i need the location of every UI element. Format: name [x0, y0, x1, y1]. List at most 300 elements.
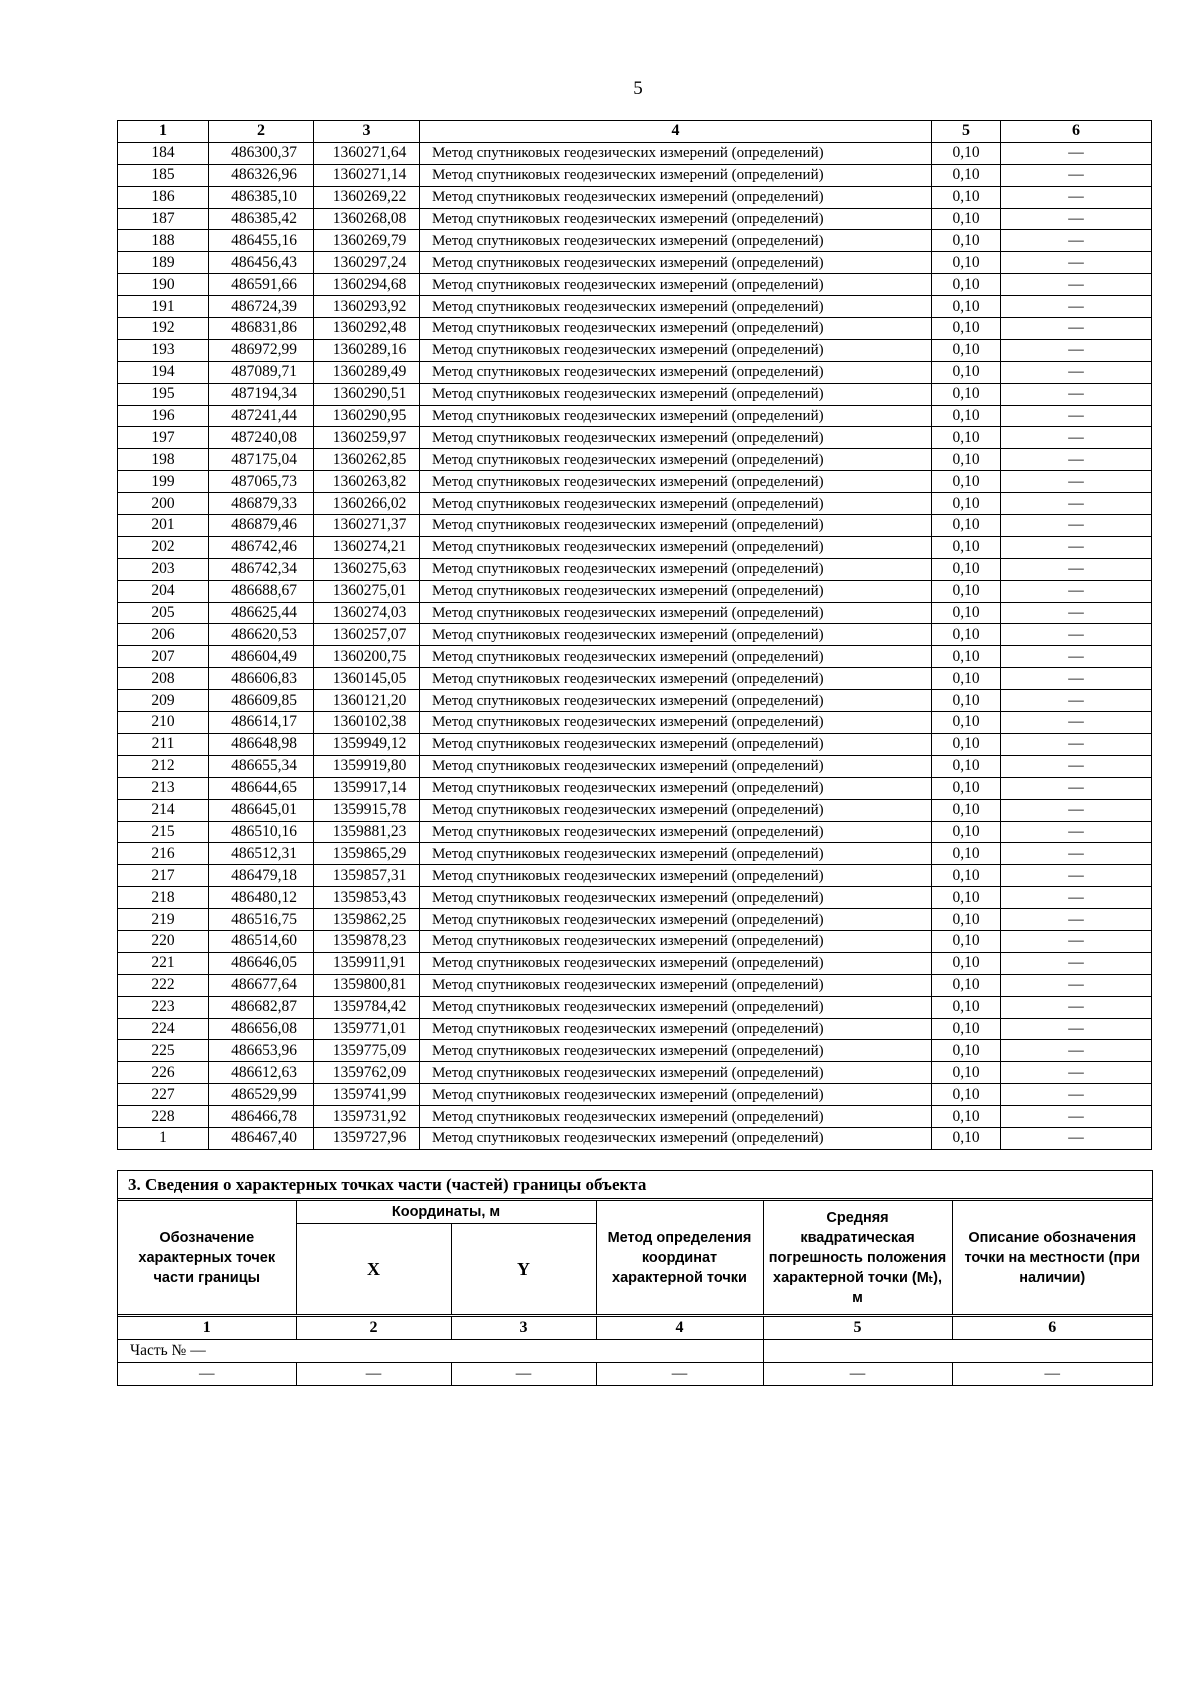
- coord-x-cell: 486591,66: [209, 274, 314, 296]
- accuracy-cell: 0,10: [932, 274, 1001, 296]
- coord-x-cell: 486467,40: [209, 1127, 314, 1149]
- point-number-cell: 208: [118, 668, 209, 690]
- description-cell: —: [1001, 1127, 1152, 1149]
- method-cell: Метод спутниковых геодезических измерений (определений): [420, 405, 932, 427]
- table-row: [118, 427, 1152, 449]
- method-cell: Метод спутниковых геодезических измерений (определений): [420, 1084, 932, 1106]
- table-row: [118, 580, 1152, 602]
- table-row: [118, 339, 1152, 361]
- accuracy-cell: 0,10: [932, 142, 1001, 164]
- method-cell: Метод спутниковых геодезических измерений (определений): [420, 493, 932, 515]
- description-cell: —: [1001, 909, 1152, 931]
- accuracy-cell: 0,10: [932, 493, 1001, 515]
- point-number-cell: 209: [118, 690, 209, 712]
- coord-y-cell: 1359915,78: [314, 799, 420, 821]
- table-row: [118, 142, 1152, 164]
- method-cell: Метод спутниковых геодезических измерений (определений): [420, 318, 932, 340]
- description-cell: —: [1001, 996, 1152, 1018]
- accuracy-cell: 0,10: [932, 427, 1001, 449]
- method-cell: Метод спутниковых геодезических измерений (определений): [420, 799, 932, 821]
- method-cell: Метод спутниковых геодезических измерений (определений): [420, 755, 932, 777]
- coord-y-cell: 1360271,37: [314, 515, 420, 537]
- accuracy-cell: 0,10: [932, 624, 1001, 646]
- coord-y-cell: 1359741,99: [314, 1084, 420, 1106]
- table-row: [118, 1040, 1152, 1062]
- method-cell: Метод спутниковых геодезических измерений (определений): [420, 252, 932, 274]
- point-number-cell: 206: [118, 624, 209, 646]
- accuracy-cell: 0,10: [932, 208, 1001, 230]
- method-cell: Метод спутниковых геодезических измерений (определений): [420, 536, 932, 558]
- accuracy-cell: 0,10: [932, 361, 1001, 383]
- point-number-cell: 217: [118, 865, 209, 887]
- description-cell: —: [1001, 755, 1152, 777]
- coord-x-cell: 486326,96: [209, 164, 314, 186]
- description-cell: —: [1001, 1106, 1152, 1128]
- table-row: [118, 624, 1152, 646]
- table-row: [118, 799, 1152, 821]
- point-number-cell: 184: [118, 142, 209, 164]
- coord-x-cell: 486479,18: [209, 865, 314, 887]
- description-cell: —: [1001, 843, 1152, 865]
- point-number-cell: 188: [118, 230, 209, 252]
- coord-x-cell: 486645,01: [209, 799, 314, 821]
- number-cell: 5: [763, 1316, 952, 1340]
- description-cell: —: [1001, 427, 1152, 449]
- accuracy-cell: 0,10: [932, 909, 1001, 931]
- point-number-cell: 204: [118, 580, 209, 602]
- coord-y-cell: 1360271,14: [314, 164, 420, 186]
- description-cell: —: [1001, 733, 1152, 755]
- coord-x-cell: 486614,17: [209, 712, 314, 734]
- parts-header-row: [118, 1201, 1152, 1224]
- coord-x-cell: 486879,33: [209, 493, 314, 515]
- coord-y-cell: 1360274,03: [314, 602, 420, 624]
- coord-y-cell: 1360268,08: [314, 208, 420, 230]
- coord-x-cell: 486655,34: [209, 755, 314, 777]
- table-row: [118, 755, 1152, 777]
- table-row: [118, 1018, 1152, 1040]
- table-row: [118, 668, 1152, 690]
- point-number-cell: 222: [118, 974, 209, 996]
- coord-x-cell: 486648,98: [209, 733, 314, 755]
- method-cell: Метод спутниковых геодезических измерений (определений): [420, 909, 932, 931]
- header-cell: 6: [1001, 121, 1152, 143]
- coord-y-cell: 1360271,64: [314, 142, 420, 164]
- accuracy-cell: 0,10: [932, 296, 1001, 318]
- description-cell: —: [1001, 974, 1152, 996]
- part-label-empty: [763, 1340, 1152, 1363]
- accuracy-cell: 0,10: [932, 580, 1001, 602]
- description-cell: —: [1001, 580, 1152, 602]
- method-cell: Метод спутниковых геодезических измерений (определений): [420, 602, 932, 624]
- point-number-cell: 1: [118, 1127, 209, 1149]
- description-cell: —: [1001, 712, 1152, 734]
- coord-y-cell: 1360275,01: [314, 580, 420, 602]
- table-row: [118, 1127, 1152, 1149]
- method-cell: Метод спутниковых геодезических измерений (определений): [420, 930, 932, 952]
- accuracy-cell: 0,10: [932, 799, 1001, 821]
- method-cell: Метод спутниковых геодезических измерений (определений): [420, 383, 932, 405]
- coord-x-cell: 486879,46: [209, 515, 314, 537]
- header-accuracy: Средняя квадратическая погрешность положения характерной точки (Mₜ), м: [763, 1201, 952, 1316]
- coord-x-cell: 486466,78: [209, 1106, 314, 1128]
- description-cell: —: [1001, 624, 1152, 646]
- method-cell: Метод спутниковых геодезических измерений (определений): [420, 164, 932, 186]
- method-cell: Метод спутниковых геодезических измерений (определений): [420, 777, 932, 799]
- coord-x-cell: 486831,86: [209, 318, 314, 340]
- point-number-cell: 186: [118, 186, 209, 208]
- coord-y-cell: 1359911,91: [314, 952, 420, 974]
- coord-y-cell: 1360200,75: [314, 646, 420, 668]
- coord-x-cell: 487065,73: [209, 471, 314, 493]
- method-cell: Метод спутниковых геодезических измерений (определений): [420, 1062, 932, 1084]
- coord-y-cell: 1359853,43: [314, 887, 420, 909]
- point-number-cell: 214: [118, 799, 209, 821]
- coord-y-cell: 1359878,23: [314, 930, 420, 952]
- point-number-cell: 224: [118, 1018, 209, 1040]
- coord-x-cell: 486742,34: [209, 558, 314, 580]
- table-row: [118, 996, 1152, 1018]
- coord-x-cell: 486646,05: [209, 952, 314, 974]
- description-cell: —: [1001, 318, 1152, 340]
- table-row: [118, 186, 1152, 208]
- table-row: [118, 405, 1152, 427]
- coord-y-cell: 1359727,96: [314, 1127, 420, 1149]
- coord-x-cell: 486653,96: [209, 1040, 314, 1062]
- accuracy-cell: 0,10: [932, 930, 1001, 952]
- method-cell: Метод спутниковых геодезических измерений (определений): [420, 142, 932, 164]
- accuracy-cell: 0,10: [932, 1062, 1001, 1084]
- point-number-cell: 205: [118, 602, 209, 624]
- accuracy-cell: 0,10: [932, 252, 1001, 274]
- dash-cell: —: [596, 1363, 763, 1386]
- accuracy-cell: 0,10: [932, 318, 1001, 340]
- accuracy-cell: 0,10: [932, 164, 1001, 186]
- point-number-cell: 185: [118, 164, 209, 186]
- accuracy-cell: 0,10: [932, 1127, 1001, 1149]
- header-cell: 1: [118, 121, 209, 143]
- coord-y-cell: 1360259,97: [314, 427, 420, 449]
- point-number-cell: 210: [118, 712, 209, 734]
- description-cell: —: [1001, 558, 1152, 580]
- accuracy-cell: 0,10: [932, 1084, 1001, 1106]
- table-row: [118, 1062, 1152, 1084]
- accuracy-cell: 0,10: [932, 777, 1001, 799]
- table-row: [118, 536, 1152, 558]
- coord-x-cell: 486972,99: [209, 339, 314, 361]
- point-number-cell: 223: [118, 996, 209, 1018]
- point-number-cell: 227: [118, 1084, 209, 1106]
- coord-x-cell: 486300,37: [209, 142, 314, 164]
- description-cell: —: [1001, 383, 1152, 405]
- point-number-cell: 216: [118, 843, 209, 865]
- method-cell: Метод спутниковых геодезических измерений (определений): [420, 449, 932, 471]
- dash-cell: —: [451, 1363, 596, 1386]
- header-method: Метод определения координат характерной точки: [596, 1201, 763, 1316]
- accuracy-cell: 0,10: [932, 471, 1001, 493]
- coord-x-cell: 486609,85: [209, 690, 314, 712]
- point-number-cell: 212: [118, 755, 209, 777]
- method-cell: Метод спутниковых геодезических измерений (определений): [420, 821, 932, 843]
- coord-x-cell: 486612,63: [209, 1062, 314, 1084]
- description-cell: —: [1001, 186, 1152, 208]
- accuracy-cell: 0,10: [932, 1018, 1001, 1040]
- coord-x-cell: 487089,71: [209, 361, 314, 383]
- accuracy-cell: 0,10: [932, 1106, 1001, 1128]
- table-row: [118, 865, 1152, 887]
- coord-y-cell: 1359865,29: [314, 843, 420, 865]
- point-number-cell: 192: [118, 318, 209, 340]
- parts-table: [118, 1201, 1152, 1385]
- method-cell: Метод спутниковых геодезических измерений (определений): [420, 733, 932, 755]
- point-number-cell: 215: [118, 821, 209, 843]
- coord-x-cell: 487175,04: [209, 449, 314, 471]
- table-row: [118, 383, 1152, 405]
- description-cell: —: [1001, 930, 1152, 952]
- accuracy-cell: 0,10: [932, 1040, 1001, 1062]
- number-cell: 2: [296, 1316, 451, 1340]
- accuracy-cell: 0,10: [932, 996, 1001, 1018]
- table-row: [118, 952, 1152, 974]
- accuracy-cell: 0,10: [932, 974, 1001, 996]
- description-cell: —: [1001, 449, 1152, 471]
- coord-y-cell: 1360274,21: [314, 536, 420, 558]
- coord-y-cell: 1360269,79: [314, 230, 420, 252]
- table-row: [118, 1106, 1152, 1128]
- description-cell: —: [1001, 1084, 1152, 1106]
- description-cell: —: [1001, 142, 1152, 164]
- coord-y-cell: 1359881,23: [314, 821, 420, 843]
- description-cell: —: [1001, 887, 1152, 909]
- description-cell: —: [1001, 602, 1152, 624]
- table-row: [118, 777, 1152, 799]
- description-cell: —: [1001, 1040, 1152, 1062]
- parts-number-row: [118, 1316, 1152, 1340]
- description-cell: —: [1001, 515, 1152, 537]
- coord-y-cell: 1360297,24: [314, 252, 420, 274]
- point-number-cell: 207: [118, 646, 209, 668]
- table-header-row: [118, 121, 1152, 143]
- point-number-cell: 218: [118, 887, 209, 909]
- method-cell: Метод спутниковых геодезических измерений (определений): [420, 712, 932, 734]
- coord-y-cell: 1360121,20: [314, 690, 420, 712]
- coord-x-cell: 486455,16: [209, 230, 314, 252]
- point-number-cell: 198: [118, 449, 209, 471]
- table-row: [118, 887, 1152, 909]
- description-cell: —: [1001, 536, 1152, 558]
- description-cell: —: [1001, 274, 1152, 296]
- method-cell: Метод спутниковых геодезических измерений (определений): [420, 186, 932, 208]
- table-row: [118, 318, 1152, 340]
- accuracy-cell: 0,10: [932, 952, 1001, 974]
- accuracy-cell: 0,10: [932, 339, 1001, 361]
- coord-y-cell: 1359800,81: [314, 974, 420, 996]
- description-cell: —: [1001, 208, 1152, 230]
- coord-y-cell: 1359784,42: [314, 996, 420, 1018]
- coord-y-cell: 1360290,95: [314, 405, 420, 427]
- table-row: [118, 821, 1152, 843]
- accuracy-cell: 0,10: [932, 536, 1001, 558]
- description-cell: —: [1001, 361, 1152, 383]
- page-number: 5: [633, 78, 643, 99]
- method-cell: Метод спутниковых геодезических измерений (определений): [420, 887, 932, 909]
- number-cell: 1: [118, 1316, 296, 1340]
- coord-y-cell: 1360269,22: [314, 186, 420, 208]
- table-row: [118, 733, 1152, 755]
- method-cell: Метод спутниковых геодезических измерений (определений): [420, 1018, 932, 1040]
- description-cell: —: [1001, 865, 1152, 887]
- coord-y-cell: 1359731,92: [314, 1106, 420, 1128]
- accuracy-cell: 0,10: [932, 843, 1001, 865]
- description-cell: —: [1001, 646, 1152, 668]
- coord-y-cell: 1359857,31: [314, 865, 420, 887]
- accuracy-cell: 0,10: [932, 515, 1001, 537]
- table-row: [118, 208, 1152, 230]
- description-cell: —: [1001, 471, 1152, 493]
- number-cell: 3: [451, 1316, 596, 1340]
- dash-cell: —: [118, 1363, 296, 1386]
- number-cell: 6: [952, 1316, 1152, 1340]
- header-description: Описание обозначения точки на местности (при наличии): [952, 1201, 1152, 1316]
- coord-x-cell: 486625,44: [209, 602, 314, 624]
- coord-x-cell: 486385,42: [209, 208, 314, 230]
- description-cell: —: [1001, 799, 1152, 821]
- point-number-cell: 219: [118, 909, 209, 931]
- coord-y-cell: 1360257,07: [314, 624, 420, 646]
- coord-x-cell: 486724,39: [209, 296, 314, 318]
- accuracy-cell: 0,10: [932, 755, 1001, 777]
- coord-y-cell: 1360290,51: [314, 383, 420, 405]
- dash-cell: —: [763, 1363, 952, 1386]
- method-cell: Метод спутниковых геодезических измерений (определений): [420, 558, 932, 580]
- part-label: Часть № —: [118, 1340, 763, 1363]
- table-row: [118, 909, 1152, 931]
- coord-x-cell: 486682,87: [209, 996, 314, 1018]
- description-cell: —: [1001, 952, 1152, 974]
- method-cell: Метод спутниковых геодезических измерений (определений): [420, 230, 932, 252]
- point-number-cell: 213: [118, 777, 209, 799]
- coord-y-cell: 1360145,05: [314, 668, 420, 690]
- table-row: [118, 230, 1152, 252]
- coord-y-cell: 1360102,38: [314, 712, 420, 734]
- accuracy-cell: 0,10: [932, 821, 1001, 843]
- coord-x-cell: 486656,08: [209, 1018, 314, 1040]
- dash-cell: —: [296, 1363, 451, 1386]
- section-3: [117, 1170, 1153, 1386]
- coord-y-cell: 1360293,92: [314, 296, 420, 318]
- header-point-designation: Обозначение характерных точек части границы: [118, 1201, 296, 1316]
- coord-x-cell: 486480,12: [209, 887, 314, 909]
- part-label-row: [118, 1340, 1152, 1363]
- method-cell: Метод спутниковых геодезических измерений (определений): [420, 646, 932, 668]
- coord-x-cell: 486512,31: [209, 843, 314, 865]
- description-cell: —: [1001, 1018, 1152, 1040]
- point-number-cell: 200: [118, 493, 209, 515]
- method-cell: Метод спутниковых геодезических измерений (определений): [420, 427, 932, 449]
- point-number-cell: 220: [118, 930, 209, 952]
- dash-cell: —: [952, 1363, 1152, 1386]
- point-number-cell: 201: [118, 515, 209, 537]
- method-cell: Метод спутниковых геодезических измерений (определений): [420, 471, 932, 493]
- point-number-cell: 202: [118, 536, 209, 558]
- coord-y-cell: 1359949,12: [314, 733, 420, 755]
- method-cell: Метод спутниковых геодезических измерений (определений): [420, 690, 932, 712]
- coord-x-cell: 486644,65: [209, 777, 314, 799]
- table-row: [118, 843, 1152, 865]
- table-row: [118, 252, 1152, 274]
- point-number-cell: 194: [118, 361, 209, 383]
- method-cell: Метод спутниковых геодезических измерений (определений): [420, 974, 932, 996]
- header-cell: 3: [314, 121, 420, 143]
- table-row: [118, 274, 1152, 296]
- coord-x-cell: 486742,46: [209, 536, 314, 558]
- coord-y-cell: 1360266,02: [314, 493, 420, 515]
- accuracy-cell: 0,10: [932, 383, 1001, 405]
- coord-y-cell: 1359775,09: [314, 1040, 420, 1062]
- method-cell: Метод спутниковых геодезических измерений (определений): [420, 668, 932, 690]
- description-cell: —: [1001, 405, 1152, 427]
- method-cell: Метод спутниковых геодезических измерений (определений): [420, 274, 932, 296]
- method-cell: Метод спутниковых геодезических измерений (определений): [420, 865, 932, 887]
- coord-y-cell: 1360275,63: [314, 558, 420, 580]
- coord-x-cell: 487194,34: [209, 383, 314, 405]
- description-cell: —: [1001, 252, 1152, 274]
- coord-x-cell: 486510,16: [209, 821, 314, 843]
- table-row: [118, 558, 1152, 580]
- coordinates-table: [117, 120, 1152, 1150]
- point-number-cell: 225: [118, 1040, 209, 1062]
- header-cell: 5: [932, 121, 1001, 143]
- description-cell: —: [1001, 668, 1152, 690]
- method-cell: Метод спутниковых геодезических измерений (определений): [420, 361, 932, 383]
- method-cell: Метод спутниковых геодезических измерений (определений): [420, 580, 932, 602]
- coord-x-cell: 486529,99: [209, 1084, 314, 1106]
- accuracy-cell: 0,10: [932, 230, 1001, 252]
- table-row: [118, 930, 1152, 952]
- coord-x-cell: 486604,49: [209, 646, 314, 668]
- method-cell: Метод спутниковых геодезических измерений (определений): [420, 208, 932, 230]
- coord-y-cell: 1359919,80: [314, 755, 420, 777]
- header-y: Y: [451, 1224, 596, 1316]
- coord-y-cell: 1360294,68: [314, 274, 420, 296]
- description-cell: —: [1001, 339, 1152, 361]
- coord-y-cell: 1360292,48: [314, 318, 420, 340]
- accuracy-cell: 0,10: [932, 690, 1001, 712]
- description-cell: —: [1001, 230, 1152, 252]
- point-number-cell: 226: [118, 1062, 209, 1084]
- accuracy-cell: 0,10: [932, 602, 1001, 624]
- section-3-title: 3. Сведения о характерных точках части (частей) границы объекта: [118, 1171, 1152, 1201]
- table-row: [118, 712, 1152, 734]
- coord-y-cell: 1360289,16: [314, 339, 420, 361]
- coord-x-cell: 486456,43: [209, 252, 314, 274]
- header-cell: 4: [420, 121, 932, 143]
- table-row: [118, 361, 1152, 383]
- coord-y-cell: 1360289,49: [314, 361, 420, 383]
- point-number-cell: 187: [118, 208, 209, 230]
- number-cell: 4: [596, 1316, 763, 1340]
- description-cell: —: [1001, 296, 1152, 318]
- coord-y-cell: 1359771,01: [314, 1018, 420, 1040]
- coord-x-cell: 487240,08: [209, 427, 314, 449]
- table-row: [118, 602, 1152, 624]
- coord-y-cell: 1360263,82: [314, 471, 420, 493]
- coord-x-cell: 486677,64: [209, 974, 314, 996]
- point-number-cell: 191: [118, 296, 209, 318]
- table-row: [118, 164, 1152, 186]
- table-row: [118, 646, 1152, 668]
- point-number-cell: 193: [118, 339, 209, 361]
